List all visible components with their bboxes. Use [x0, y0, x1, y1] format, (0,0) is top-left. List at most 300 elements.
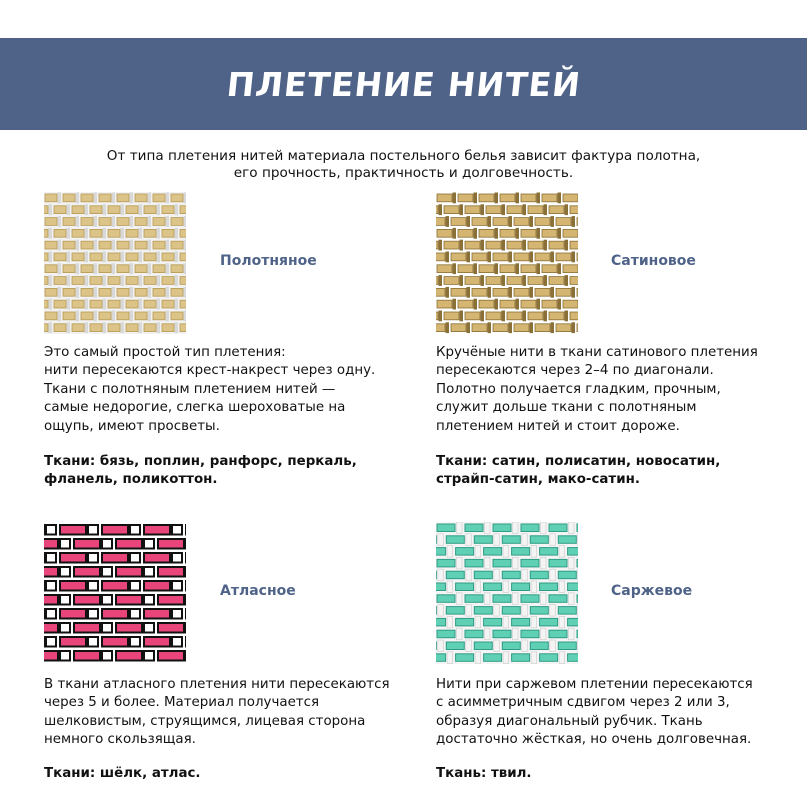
thread-segment [521, 595, 539, 603]
thread-segment [54, 300, 66, 308]
thread-segment [139, 252, 143, 263]
thread-segment [171, 312, 183, 320]
thread-segment [503, 616, 509, 628]
thread-segment [437, 630, 455, 638]
thread-segment [175, 322, 179, 333]
thread-segment [535, 324, 550, 332]
thread-segment [465, 206, 480, 214]
thread-segment [457, 593, 463, 605]
thread-segment [577, 218, 578, 226]
thread-segment [457, 628, 463, 640]
thread-segment [481, 311, 485, 322]
thread-segment [484, 618, 502, 626]
thread-segment [90, 253, 102, 261]
thread-segment [81, 265, 93, 273]
thread-segment [58, 287, 62, 298]
thread-segment [144, 229, 156, 237]
thread-segment [485, 593, 491, 605]
thread-segment [175, 252, 179, 263]
thread-segment [44, 300, 48, 308]
thread-segment [549, 241, 564, 249]
thread-segment [175, 228, 179, 239]
thread-segment [446, 252, 450, 263]
thread-segment [44, 595, 58, 605]
thread-segment [530, 216, 534, 227]
thread-segment [551, 216, 555, 227]
thread-segment [436, 288, 445, 296]
thread-segment [58, 216, 62, 227]
thread-segment [172, 553, 182, 563]
thread-segment [63, 241, 75, 249]
thread-segment [46, 553, 56, 563]
thread-segment [436, 241, 438, 249]
text-line: Полотно получается гладким, прочным, [436, 381, 721, 397]
thread-segment [439, 204, 443, 215]
weave-description-satin [44, 676, 390, 750]
thread-segment [126, 277, 138, 285]
thread-segment [437, 595, 455, 603]
thread-segment [49, 252, 53, 263]
thread-segment [447, 581, 453, 593]
thread-segment [175, 275, 179, 286]
thread-segment [479, 229, 494, 237]
thread-segment [493, 253, 508, 261]
text-line: Ткани: шёлк, атлас. [44, 766, 201, 781]
thread-segment [530, 287, 534, 298]
thread-segment [535, 218, 550, 226]
thread-segment [466, 605, 472, 617]
thread-segment [121, 322, 125, 333]
thread-segment [121, 228, 125, 239]
thread-segment [516, 299, 520, 310]
thread-segment [67, 299, 71, 310]
thread-segment [438, 640, 444, 652]
thread-segment [466, 534, 472, 546]
thread-segment [570, 241, 578, 249]
thread-segment [45, 218, 57, 226]
thread-segment [509, 252, 513, 263]
thread-segment [438, 534, 444, 546]
thread-segment [103, 228, 107, 239]
thread-segment [166, 311, 170, 322]
thread-segment [81, 241, 93, 249]
thread-segment [542, 229, 557, 237]
thread-segment [569, 628, 575, 640]
thread-segment [500, 300, 515, 308]
thread-segment [148, 287, 152, 298]
thread-segment [475, 581, 481, 593]
thread-segment [102, 525, 128, 535]
thread-segment [466, 569, 472, 581]
thread-segment [558, 263, 562, 274]
thread-segment [44, 567, 58, 577]
thread-segment [436, 324, 445, 332]
thread-segment [102, 623, 112, 633]
thread-segment [474, 193, 478, 204]
thread-segment [117, 265, 129, 273]
thread-segment [60, 637, 86, 647]
thread-segment [437, 524, 455, 532]
thread-segment [456, 654, 474, 662]
thread-segment [49, 322, 53, 333]
thread-segment [465, 277, 480, 285]
thread-segment [88, 609, 98, 619]
thread-segment [60, 567, 70, 577]
thread-segment [444, 277, 459, 285]
thread-segment [472, 253, 487, 261]
thread-segment [436, 312, 438, 320]
weave-fabrics-satin [44, 765, 201, 783]
thread-segment [130, 637, 140, 647]
thread-segment [88, 553, 98, 563]
thread-segment [45, 241, 57, 249]
thread-segment [542, 265, 557, 273]
thread-segment [130, 581, 140, 591]
text-line: нити пересекаются крест-накрест через одну. [44, 363, 376, 379]
page-title: ПЛЕТЕНИЕ НИТЕЙ [224, 64, 583, 104]
thread-segment [513, 593, 519, 605]
thread-segment [513, 557, 519, 569]
thread-segment [465, 559, 483, 567]
thread-segment [493, 595, 511, 603]
thread-segment [550, 605, 556, 617]
thread-segment [485, 628, 491, 640]
thread-segment [521, 194, 536, 202]
thread-segment [180, 206, 186, 214]
thread-segment [180, 277, 186, 285]
thread-segment [493, 524, 511, 532]
thread-segment [112, 287, 116, 298]
thread-segment [439, 275, 443, 286]
thread-segment [153, 312, 165, 320]
thread-segment [521, 300, 536, 308]
thread-segment [467, 322, 471, 333]
thread-segment [436, 206, 438, 214]
thread-segment [85, 204, 89, 215]
thread-segment [436, 618, 446, 626]
thread-segment [572, 287, 576, 298]
thread-segment [67, 228, 71, 239]
thread-segment [85, 322, 89, 333]
thread-segment [81, 312, 93, 320]
thread-segment [436, 218, 445, 226]
thread-segment [44, 623, 58, 633]
thread-segment [94, 263, 98, 274]
thread-segment [565, 204, 569, 215]
thread-segment [558, 299, 562, 310]
thread-segment [481, 204, 485, 215]
thread-segment [488, 252, 492, 263]
thread-segment [530, 642, 548, 650]
thread-segment [121, 204, 125, 215]
thread-segment [563, 229, 578, 237]
thread-segment [102, 553, 128, 563]
thread-segment [72, 277, 84, 285]
thread-segment [542, 300, 557, 308]
thread-segment [45, 288, 57, 296]
thread-segment [436, 277, 438, 285]
thread-segment [135, 241, 147, 249]
thread-segment [436, 583, 446, 591]
thread-segment [130, 553, 140, 563]
thread-segment [451, 288, 466, 296]
thread-segment [102, 651, 112, 661]
thread-segment [94, 240, 98, 251]
thread-segment [103, 204, 107, 215]
thread-segment [116, 539, 142, 549]
thread-segment [507, 277, 522, 285]
thread-segment [60, 525, 86, 535]
thread-segment [457, 557, 463, 569]
thread-segment [559, 652, 565, 664]
thread-segment [486, 206, 501, 214]
thread-segment [102, 567, 112, 577]
thread-segment [568, 583, 578, 591]
thread-segment [484, 548, 502, 556]
thread-segment [494, 569, 500, 581]
thread-segment [49, 299, 53, 310]
thread-segment [541, 522, 547, 534]
thread-segment [121, 275, 125, 286]
thread-segment [116, 651, 142, 661]
thread-segment [153, 218, 165, 226]
thread-segment [184, 193, 187, 204]
thread-segment [162, 206, 174, 214]
thread-segment [74, 567, 100, 577]
thread-segment [99, 312, 111, 320]
thread-segment [58, 311, 62, 322]
thread-segment [45, 265, 57, 273]
thread-segment [74, 651, 100, 661]
thread-segment [474, 263, 478, 274]
thread-segment [485, 557, 491, 569]
thread-segment [112, 216, 116, 227]
thread-segment [493, 218, 508, 226]
thread-segment [148, 263, 152, 274]
thread-segment [44, 324, 48, 332]
thread-segment [559, 616, 565, 628]
thread-segment [46, 581, 56, 591]
text-line: шелковистым, струящимся, лицевая сторона [44, 713, 366, 729]
text-line: через 5 и более. Материал получается [44, 695, 320, 711]
thread-segment [577, 253, 578, 261]
thread-segment [144, 253, 156, 261]
thread-segment [130, 311, 134, 322]
thread-segment [549, 595, 567, 603]
thread-segment [94, 311, 98, 322]
thread-segment [139, 299, 143, 310]
thread-segment [158, 539, 184, 549]
thread-segment [558, 607, 576, 615]
thread-segment [495, 193, 499, 204]
thread-segment [472, 218, 487, 226]
thread-segment [460, 275, 464, 286]
thread-segment [99, 218, 111, 226]
thread-segment [76, 240, 80, 251]
thread-segment [544, 311, 548, 322]
thread-segment [507, 312, 522, 320]
thread-segment [565, 240, 569, 251]
thread-segment [157, 252, 161, 263]
thread-segment [184, 240, 187, 251]
text-line: служит дольше ткани с полотняным [436, 400, 697, 416]
thread-segment [148, 240, 152, 251]
thread-segment [549, 312, 564, 320]
weave-description-sateen [436, 344, 758, 436]
thread-segment [446, 216, 450, 227]
thread-segment [74, 623, 100, 633]
thread-segment [446, 642, 464, 650]
thread-segment [528, 312, 543, 320]
thread-segment [126, 253, 138, 261]
thread-segment [577, 524, 578, 532]
plain-weave-swatch [44, 192, 186, 334]
thread-segment [460, 204, 464, 215]
thread-segment [99, 241, 111, 249]
thread-segment [102, 581, 128, 591]
thread-segment [60, 553, 86, 563]
thread-segment [126, 206, 138, 214]
thread-segment [444, 312, 459, 320]
thread-segment [88, 581, 98, 591]
thread-segment [475, 616, 481, 628]
thread-segment [157, 204, 161, 215]
thread-segment [485, 522, 491, 534]
thread-segment [46, 609, 56, 619]
thread-segment [521, 524, 539, 532]
thread-segment [135, 288, 147, 296]
thread-segment [568, 654, 578, 662]
thread-segment [465, 312, 480, 320]
thread-segment [514, 324, 529, 332]
thread-segment [558, 571, 576, 579]
thread-segment [144, 206, 156, 214]
thread-segment [112, 263, 116, 274]
thread-segment [102, 609, 128, 619]
thread-segment [148, 311, 152, 322]
thread-segment [90, 300, 102, 308]
thread-segment [153, 241, 165, 249]
thread-segment [556, 218, 571, 226]
thread-segment [44, 206, 48, 214]
thread-segment [76, 287, 80, 298]
thread-segment [521, 265, 536, 273]
thread-segment [509, 216, 513, 227]
thread-segment [446, 536, 464, 544]
thread-segment [531, 616, 537, 628]
thread-segment [472, 324, 487, 332]
thread-segment [446, 287, 450, 298]
thread-segment [522, 569, 528, 581]
weave-label-sateen: Сатиновое [611, 253, 696, 269]
thread-segment [465, 595, 483, 603]
thread-segment [46, 637, 56, 647]
thread-segment [446, 571, 464, 579]
thread-segment [444, 241, 459, 249]
text-line: Ткани с полотняным плетением нитей — [44, 381, 336, 397]
thread-segment [158, 623, 184, 633]
thread-segment [495, 228, 499, 239]
thread-segment [523, 275, 527, 286]
thread-segment [60, 623, 70, 633]
thread-segment [488, 287, 492, 298]
thread-segment [157, 322, 161, 333]
thread-segment [135, 312, 147, 320]
thread-segment [49, 204, 53, 215]
thread-segment [180, 324, 186, 332]
thread-segment [437, 229, 452, 237]
thread-segment [502, 311, 506, 322]
thread-segment [516, 263, 520, 274]
thread-segment [458, 194, 473, 202]
thread-segment [171, 288, 183, 296]
thread-segment [60, 651, 70, 661]
thread-segment [439, 311, 443, 322]
thread-segment [436, 253, 445, 261]
thread-segment [44, 277, 48, 285]
thread-segment [572, 252, 576, 263]
thread-segment [166, 240, 170, 251]
thread-segment [153, 265, 165, 273]
thread-segment [475, 652, 481, 664]
thread-segment [503, 581, 509, 593]
thread-segment [559, 546, 565, 558]
text-line: немного скользящая. [44, 732, 196, 748]
thread-segment [103, 299, 107, 310]
thread-segment [74, 539, 100, 549]
thread-segment [135, 194, 147, 202]
thread-segment [484, 654, 502, 662]
thread-segment [139, 322, 143, 333]
thread-segment [184, 311, 187, 322]
thread-segment [144, 651, 154, 661]
thread-segment [451, 324, 466, 332]
thread-segment [162, 229, 174, 237]
thread-segment [516, 193, 520, 204]
thread-segment [90, 206, 102, 214]
thread-segment [540, 618, 558, 626]
thread-segment [99, 288, 111, 296]
thread-segment [512, 618, 530, 626]
thread-segment [44, 229, 48, 237]
thread-segment [135, 218, 147, 226]
thread-segment [60, 539, 70, 549]
thread-segment [437, 194, 452, 202]
thread-segment [486, 277, 501, 285]
weave-description-plain [44, 344, 375, 436]
text-line: пересекаются через 2–4 по диагонали. [436, 363, 714, 379]
thread-segment [157, 299, 161, 310]
thread-segment [535, 253, 550, 261]
thread-segment [72, 229, 84, 237]
thread-segment [67, 252, 71, 263]
thread-segment [453, 228, 457, 239]
thread-segment [551, 287, 555, 298]
thread-segment [549, 524, 567, 532]
thread-segment [565, 275, 569, 286]
thread-segment [437, 559, 455, 567]
thread-segment [45, 312, 57, 320]
thread-segment [76, 263, 80, 274]
thread-segment [467, 216, 471, 227]
thread-segment [528, 241, 543, 249]
thread-segment [63, 312, 75, 320]
thread-segment [126, 300, 138, 308]
thread-segment [63, 218, 75, 226]
thread-segment [472, 288, 487, 296]
thread-segment [90, 324, 102, 332]
thread-segment [466, 640, 472, 652]
